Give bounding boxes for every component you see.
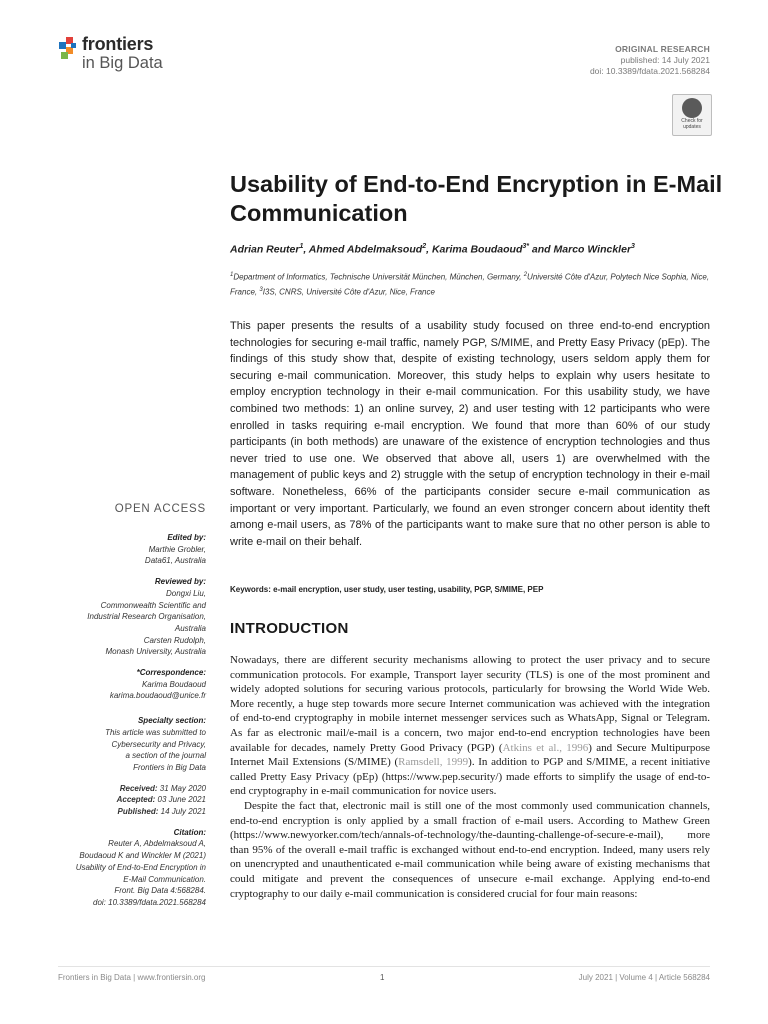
citation-link[interactable]: Ramsdell, 1999 bbox=[398, 756, 469, 769]
published-date-side bbox=[36, 806, 206, 818]
specialty-label: Specialty section: bbox=[137, 716, 206, 726]
citation-line: doi: 10.3389/fdata.2021.568284 bbox=[93, 897, 206, 907]
specialty-line: Cybersecurity and Privacy, bbox=[111, 739, 206, 749]
correspondence-email[interactable]: karima.boudaoud@unice.fr bbox=[109, 691, 206, 701]
received-value: 31 May 2020 bbox=[157, 783, 206, 793]
paragraph-text: Nowadays, there are different security mechanisms allowing to protect the user privacy and to secure communication protocols. For example, Transport layer security (TLS) is one of the most prominent and widely adopted solutions for securing various protocols, particularly for browsing the World Wide Web. More recently, a huge step towards more secure Internet communication was achieved with the integration of end-to-end cryptography in mobile internet messenger services such as WhatsApp, Signal or Telegram. As far as electronic mail/e-mail is a concern, two major end-to-end encryption technologies have been available for decades, namely Pretty Good Privacy (PGP) ( bbox=[230, 654, 710, 754]
citation-line: Front. Big Data 4:568284. bbox=[114, 886, 206, 896]
published-label: Published: bbox=[117, 807, 159, 817]
affiliations bbox=[230, 269, 710, 298]
published-value: 14 July 2021 bbox=[158, 807, 206, 817]
abstract: This paper presents the results of a usability study focused on three end-to-end encryption technologies for securing e-mail traffic, namely PGP, S/MIME, and Pretty Easy Privacy (pEp). The findings of this study show that, despite of existing technology, users seldom apply them for securing e-mail communication. Moreover, this study helps to explain why users hesitate to employ encryption technology in their e-mail communication. For this usability study, we have combined two methods: 1) an online survey, 2) and user testing with 12 participants who were enrolled in tasks requiring e-mail encryption. We found that more than 60% of our study participants (in both methods) are unaware of the existence of encryption technologies and thus never tried to use one. We observed that above all, users 1) are overwhelmed with the management of public keys and 2) struggle with the setup of encryption technology in their e-mail software. Nonetheless, 66% of the participants consider secure e-mail communication as important or very important. Particularly, we found an even stronger concern about identity theft among e-mail users, as 78% of the participants want to make sure that no other person is able to write e-mail on their behalf. bbox=[230, 320, 710, 548]
frontiers-logo-icon bbox=[58, 35, 80, 63]
correspondence-name: Karima Boudaoud bbox=[141, 679, 206, 689]
header-doi[interactable]: doi: 10.3389/fdata.2021.568284 bbox=[589, 66, 710, 76]
author-name[interactable]: Marco Winckler bbox=[553, 243, 632, 256]
paragraph: Despite the fact that, electronic mail is still one of the most commonly used communication channels, end-to-end encryption is only applied by a small fraction of e-mail users. According to Mathew Green (https://www.newyorker.com/tech/annals-of-technology/the-daunting-challenge-of-secure-e-mail), more than 95% of the overall e-mail traffic is exchanged without end-to-end encryption. Indeed, many users rely on unencrypted and unauthenticated e-mail communication while being aware of existing mechanisms that could mitigate and prevent the consequences of unsecure e-mail exchange. Applying end-to-end cryptography to our daily e-mail communication is considered crucial for four main reasons: bbox=[230, 799, 710, 900]
reviewer-line: Monash University, Australia bbox=[105, 647, 206, 657]
citation-line: Usability of End-to-End Encryption in bbox=[75, 862, 206, 872]
footer-volume: July 2021 | Volume 4 | Article 568284 bbox=[578, 973, 710, 982]
author-name[interactable]: Ahmed Abdelmaksoud bbox=[308, 243, 423, 256]
correspondence-label: *Correspondence: bbox=[136, 668, 206, 678]
edited-by-label: Edited by: bbox=[167, 533, 206, 542]
author-separator: and bbox=[529, 243, 554, 256]
footer-journal[interactable]: Frontiers in Big Data | www.frontiersin.org bbox=[58, 973, 206, 982]
body-text bbox=[230, 653, 710, 901]
open-access-label: OPEN ACCESS bbox=[114, 503, 206, 515]
author-affil-sup: 3* bbox=[522, 243, 529, 250]
keywords bbox=[230, 585, 710, 594]
check-updates-icon bbox=[682, 98, 702, 118]
received-label: Received: bbox=[119, 783, 158, 793]
author-affil-sup: 1 bbox=[299, 243, 304, 250]
author-list: Adrian Reuter$^1$, Ahmed Abdelmaksoud$^2$, Karima Boudaoud$^{3*}$ and Marco Winckler$^3$ bbox=[230, 243, 635, 256]
keywords-label: Keywords: bbox=[230, 585, 271, 594]
reviewer-line: Australia bbox=[174, 623, 206, 633]
reviewer-line: Commonwealth Scientific and bbox=[100, 600, 206, 610]
paragraph bbox=[230, 653, 710, 799]
reviewer-line: Industrial Research Organisation, bbox=[87, 612, 206, 622]
affil-sup: 3 bbox=[259, 286, 263, 293]
citation-link[interactable]: Atkins et al., 1996 bbox=[502, 741, 589, 754]
article-title: Usability of End-to-End Encryption in E-Mail Communication bbox=[230, 171, 723, 226]
accepted-value: 03 June 2021 bbox=[155, 795, 206, 805]
specialty-line: This article was submitted to bbox=[105, 727, 206, 737]
article-type: ORIGINAL RESEARCH bbox=[615, 44, 710, 54]
keywords-list: e-mail encryption, user study, user testing, usability, PGP, S/MIME, PEP bbox=[270, 585, 544, 594]
reviewer-line: Dongxi Liu, bbox=[165, 588, 206, 598]
journal-logo[interactable] bbox=[58, 33, 188, 81]
affil-sup: 2 bbox=[523, 272, 528, 278]
citation-line: E-Mail Communication. bbox=[123, 874, 206, 884]
page-number: 1 bbox=[380, 973, 385, 982]
affiliation-text: Department of Informatics, Technische Universität München, München, Germany, bbox=[233, 272, 524, 282]
accepted-label: Accepted: bbox=[116, 795, 156, 805]
check-for-updates-badge[interactable] bbox=[672, 94, 712, 136]
check-updates-label: Check for updates bbox=[681, 118, 703, 130]
citation-label: Citation: bbox=[173, 827, 206, 837]
section-heading-introduction: INTRODUCTION bbox=[230, 620, 349, 637]
affil-sup: 1 bbox=[230, 272, 234, 278]
journal-section: in Big Data bbox=[82, 54, 163, 72]
affiliation-text: I3S, CNRS, Université Côte d'Azur, Nice, France bbox=[262, 287, 435, 297]
accepted-date bbox=[36, 794, 206, 806]
author-affil-sup: 3 bbox=[631, 243, 635, 250]
citation-line: Reuter A, Abdelmaksoud A, bbox=[108, 839, 206, 849]
journal-brand: frontiers bbox=[82, 34, 154, 54]
author-name[interactable]: Adrian Reuter bbox=[230, 243, 300, 256]
paragraph-text: ). In addition to PGP and S/MIME, a recent initiative called Pretty Easy Privacy (pEp) (https://www.pep.security/) made efforts to simplify the usage of end-to-end cryptography in e-mail communication for novice users. bbox=[230, 756, 710, 798]
affiliation-text: Université Côte d'Azur, Polytech Nice Sophia, Nice, France, bbox=[230, 272, 710, 297]
reviewed-by-label: Reviewed by: bbox=[154, 577, 206, 587]
received-date bbox=[36, 783, 206, 795]
author-affil-sup: 2 bbox=[422, 243, 427, 250]
specialty-line: Frontiers in Big Data bbox=[133, 762, 206, 772]
footer-divider bbox=[58, 966, 710, 967]
sidebar-metadata bbox=[36, 532, 206, 909]
reviewer-line: Carsten Rudolph, bbox=[143, 635, 206, 645]
paragraph-text: ) and Secure Multipurpose Internet Mail Extensions (S/MIME) ( bbox=[230, 741, 711, 769]
editor-line: Data61, Australia bbox=[144, 556, 206, 566]
published-date: published: 14 July 2021 bbox=[620, 55, 710, 65]
specialty-line: a section of the journal bbox=[125, 751, 206, 761]
editor-line: Marthie Grobler, bbox=[148, 544, 206, 554]
citation-line: Boudaoud K and Winckler M (2021) bbox=[79, 851, 206, 861]
author-name[interactable]: Karima Boudaoud bbox=[431, 243, 523, 256]
